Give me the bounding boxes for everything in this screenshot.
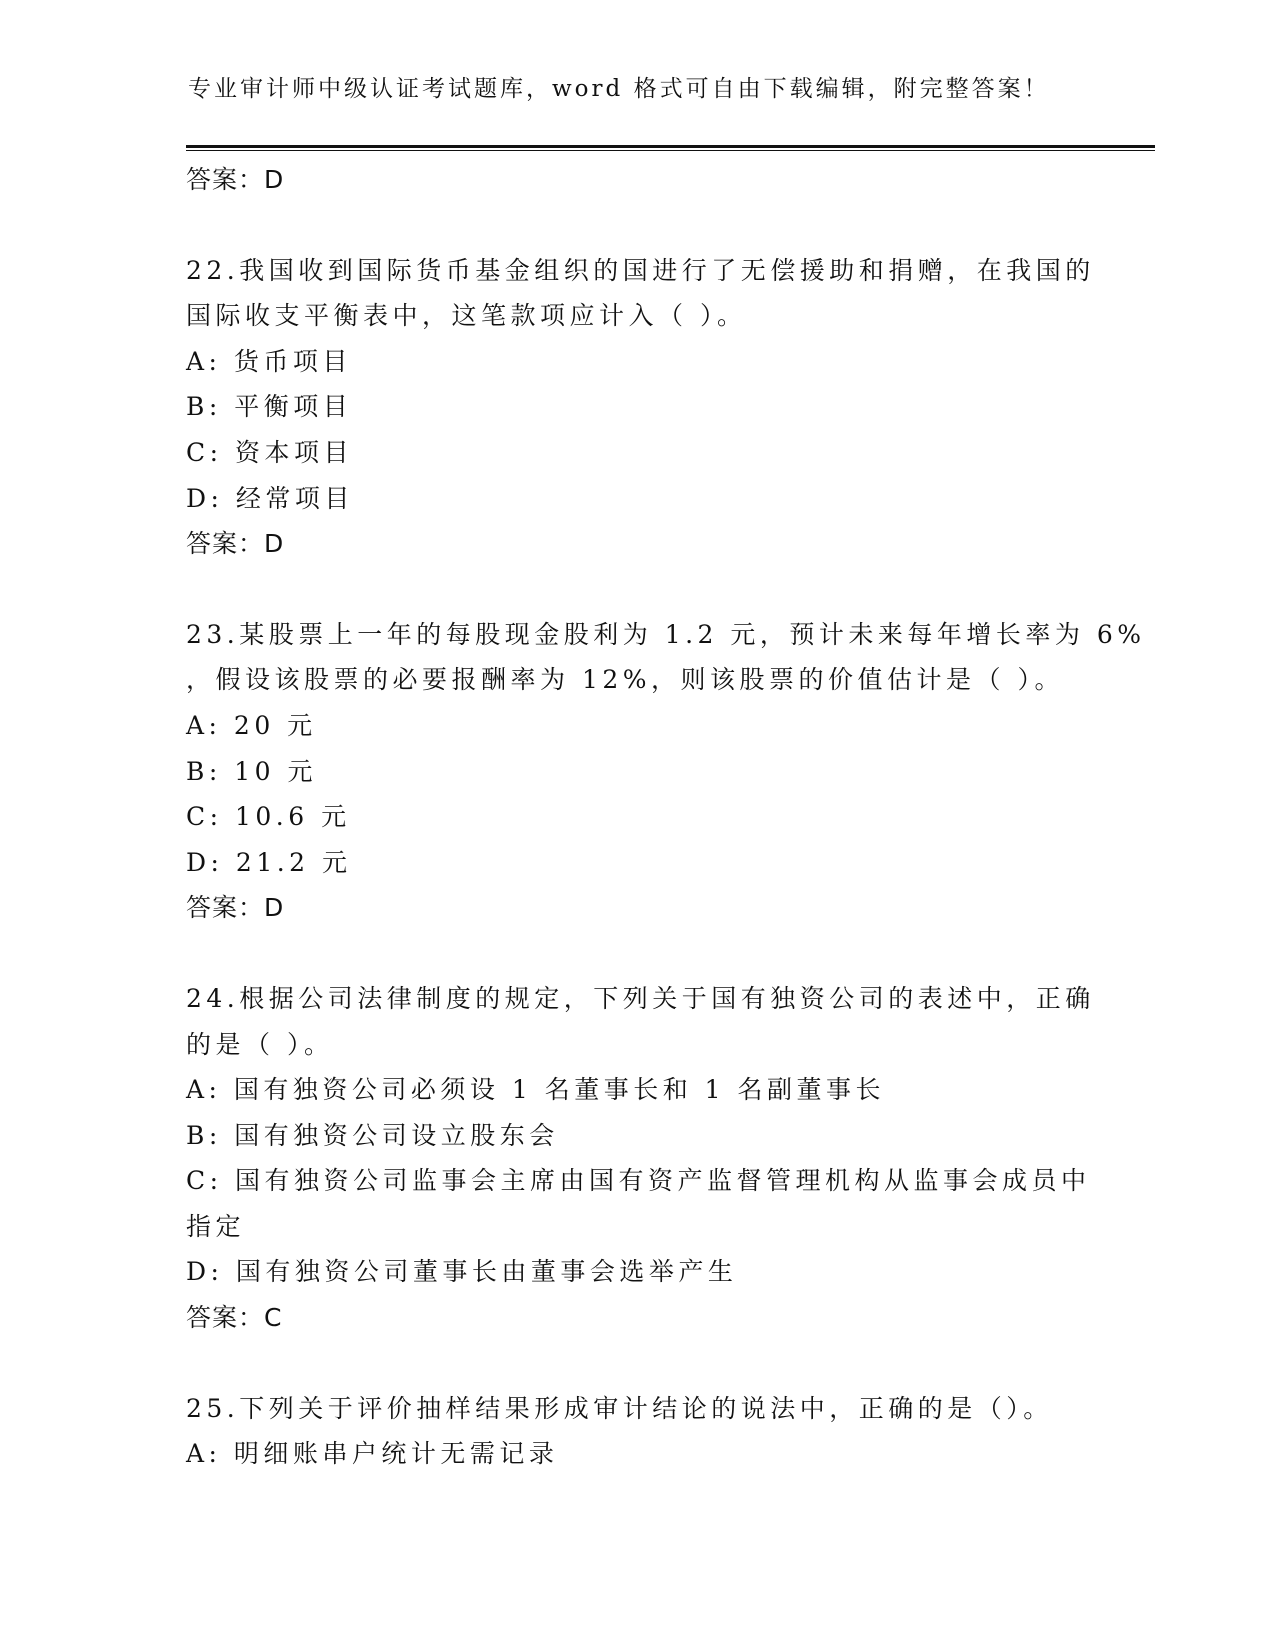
- question-text: ，假设该股票的必要报酬率为 12%，则该股票的价值估计是（ ）。: [186, 665, 1064, 695]
- option-c: C: 10.6 元: [186, 802, 351, 832]
- option-d: D: 21.2 元: [186, 847, 352, 877]
- option-b: B: 国有独资公司设立股东会: [186, 1120, 559, 1150]
- option-d: D: 经常项目: [186, 483, 354, 513]
- question-text: 23.某股票上一年的每股现金股利为 1.2 元，预计未来每年增长率为 6%: [186, 619, 1146, 649]
- option-a: A: 20 元: [186, 710, 317, 740]
- option-c: C: 资本项目: [186, 437, 353, 467]
- header-rule-thick: [186, 145, 1155, 148]
- answer-label: 答案：D: [186, 165, 285, 194]
- option-c-continued: 指定: [186, 1211, 246, 1241]
- question-23: [186, 612, 1146, 931]
- question-22: [186, 248, 1095, 567]
- answer-label: 答案：D: [186, 529, 285, 559]
- page-header: 专业审计师中级认证考试题库，word 格式可自由下载编辑，附完整答案！: [188, 76, 1050, 102]
- answer-label: 答案：D: [186, 893, 285, 923]
- question-text: 国际收支平衡表中，这笔款项应计入（ ）。: [186, 301, 747, 331]
- spacer: [186, 203, 1086, 248]
- question-25: [186, 1386, 1086, 1477]
- header-rule-thin: [186, 150, 1155, 151]
- spacer: [186, 567, 1086, 612]
- spacer: [186, 1341, 1086, 1386]
- document-body: [186, 157, 1146, 1477]
- question-text: 24.根据公司法律制度的规定，下列关于国有独资公司的表述中，正确: [186, 983, 1095, 1013]
- question-text: 25.下列关于评价抽样结果形成审计结论的说法中，正确的是（）。: [186, 1393, 1053, 1423]
- option-b: B: 平衡项目: [186, 392, 353, 422]
- spacer: [186, 931, 1086, 976]
- option-d: D: 国有独资公司董事长由董事会选举产生: [186, 1257, 738, 1287]
- question-text: 22.我国收到国际货币基金组织的国进行了无偿援助和捐赠，在我国的: [186, 255, 1095, 285]
- option-c: C: 国有独资公司监事会主席由国有资产监督管理机构从监事会成员中: [186, 1166, 1091, 1196]
- option-a: A: 货币项目: [186, 346, 352, 376]
- option-a: A: 明细账串户统计无需记录: [186, 1439, 559, 1469]
- option-b: B: 10 元: [186, 756, 317, 786]
- option-a: A: 国有独资公司必须设 1 名董事长和 1 名副董事长: [186, 1075, 886, 1105]
- question-text: 的是（ ）。: [186, 1029, 334, 1059]
- answer-label: 答案：C: [186, 1303, 283, 1333]
- question-24: [186, 976, 1095, 1341]
